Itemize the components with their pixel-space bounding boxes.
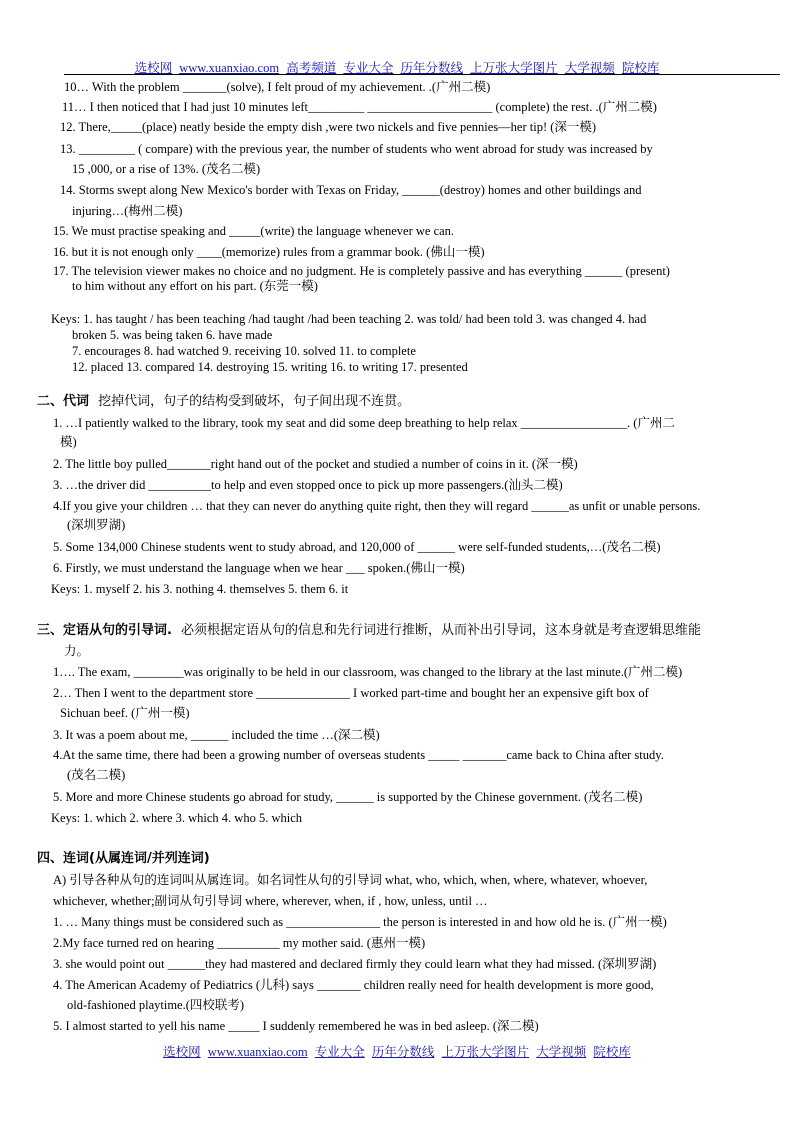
- question-line: Sichuan beef. (广州一模): [60, 706, 190, 720]
- answer-keys: Keys: 1. which 2. where 3. which 4. who 5. which: [51, 811, 302, 825]
- header-link-schools[interactable]: 院校库: [621, 61, 660, 75]
- footer-link-xuanxiao[interactable]: 选校网: [163, 1045, 201, 1059]
- question-line: 2… Then I went to the department store _______________ I worked part-time and bought her an expensive gift box of: [53, 686, 649, 700]
- question-line: 15 ,000, or a rise of 13%. (茂名二模): [72, 162, 261, 176]
- section-heading: [37, 623, 701, 639]
- question-line: 5. Some 134,000 Chinese students went to study abroad, and 120,000 of ______ were self-funded students,…(茂名二模): [53, 540, 661, 554]
- footer-link-photos[interactable]: 上万张大学图片: [441, 1045, 530, 1059]
- question-line: 11… I then noticed that I had just 10 minutes left_________ ____________________ (complete) the rest. .(广州二模): [62, 100, 657, 114]
- question-line: 4.At the same time, there had been a growing number of overseas students _____ _______came back to China after study.: [53, 748, 664, 762]
- footer-link-scores[interactable]: 历年分数线: [371, 1045, 435, 1059]
- question-line: 17. The television viewer makes no choice and no judgment. He is completely passive and has everything ______ (present): [53, 264, 670, 278]
- question-line: 3. It was a poem about me, ______ included the time …(深二模): [53, 728, 380, 742]
- body-text: whichever, whether;副词从句引导词 where, wherever, when, if , how, unless, until …: [53, 894, 488, 908]
- section-title: 三、定语从句的引导词.: [37, 623, 172, 638]
- question-line: 1. … Many things must be considered such as _______________ the person is interested in and how old he is. (广州一模): [53, 915, 667, 929]
- question-line: to him without any effort on his part. (东莞一模): [72, 279, 318, 293]
- header-link-majors[interactable]: 专业大全: [343, 61, 394, 75]
- question-line: 1…. The exam, ________was originally to be held in our classroom, was changed to the library at the last minute.(广州二模): [53, 665, 683, 679]
- answer-keys: Keys: 1. myself 2. his 3. nothing 4. themselves 5. them 6. it: [51, 582, 349, 596]
- section-description: 必须根据定语从句的信息和先行词进行推断，从而补出引导词，这本身就是考查逻辑思维能: [181, 623, 702, 638]
- question-line: old-fashioned playtime.(四校联考): [67, 998, 245, 1012]
- header-link-photos[interactable]: 上万张大学图片: [470, 61, 558, 75]
- body-text: A) 引导各种从句的连词叫从属连词。如名词性从句的引导词 what, who, which, when, where, whatever, whoever,: [53, 873, 648, 887]
- question-line: 6. Firstly, we must understand the language when we hear ___ spoken.(佛山一模): [53, 561, 465, 575]
- page-footer: [0, 1042, 794, 1060]
- question-line: 4.If you give your children … that they can never do anything quite right, then they will regard ______as unfit or unable persons.: [53, 499, 701, 513]
- question-line: (茂名二模): [67, 768, 126, 782]
- question-line: (深圳罗湖): [67, 518, 126, 532]
- question-line: 5. More and more Chinese students go abroad for study, ______ is supported by the Chinese government. (茂名二模): [53, 790, 643, 804]
- answer-keys: broken 5. was being taken 6. have made: [72, 328, 273, 342]
- answer-keys: 7. encourages 8. had watched 9. receiving 10. solved 11. to complete: [72, 344, 416, 358]
- question-line: 2. The little boy pulled_______right hand out of the pocket and studied a number of coins in it. (深一模): [53, 457, 578, 471]
- question-line: 3. …the driver did __________to help and even stopped once to pick up more passengers.(汕头二模): [53, 478, 563, 492]
- header-link-scores[interactable]: 历年分数线: [400, 61, 463, 75]
- question-line: 13. _________ ( compare) with the previous year, the number of students who went abroad for study was increased by: [60, 142, 653, 156]
- question-line: 2.My face turned red on hearing __________ my mother said. (惠州一模): [53, 936, 426, 950]
- question-line: injuring…(梅州二模): [72, 204, 183, 218]
- footer-link-website[interactable]: www.xuanxiao.com: [207, 1045, 308, 1059]
- question-line: 3. she would point out ______they had mastered and declared firmly they could learn what they had missed. (深圳罗湖): [53, 957, 657, 971]
- question-line: 模): [60, 435, 77, 449]
- section-title: 二、代词: [37, 394, 90, 409]
- header-link-videos[interactable]: 大学视频: [564, 61, 615, 75]
- question-line: 4. The American Academy of Pediatrics (儿科) says _______ children really need for health development is more good,: [53, 978, 654, 992]
- question-line: 16. but it is not enough only ____(memorize) rules from a grammar book. (佛山一模): [53, 245, 485, 259]
- question-line: 12. There,_____(place) neatly beside the empty dish ,were two nickels and five pennies—her tip! (深一模): [60, 120, 597, 134]
- question-line: 15. We must practise speaking and _____(write) the language whenever we can.: [53, 224, 455, 238]
- question-line: 1. …I patiently walked to the library, took my seat and did some deep breathing to help relax _________________. (广州二: [53, 416, 675, 430]
- header-divider: [64, 74, 780, 75]
- question-line: 14. Storms swept along New Mexico's border with Texas on Friday, ______(destroy) homes and other buildings and: [60, 183, 642, 197]
- section-description-cont: 力。: [64, 643, 90, 658]
- section-title: 四、连词(从属连词/并列连词): [37, 851, 210, 866]
- header-link-gaokao[interactable]: 高考频道: [286, 61, 337, 75]
- section-description: 挖掉代词，句子的结构受到破坏，句子间出现不连贯。: [98, 394, 411, 409]
- footer-link-videos[interactable]: 大学视频: [536, 1045, 587, 1059]
- footer-link-schools[interactable]: 院校库: [593, 1045, 631, 1059]
- header-link-xuanxiao[interactable]: 选校网: [134, 61, 173, 75]
- question-line: 5. I almost started to yell his name _____ I suddenly remembered he was in bed asleep. (深二模): [53, 1019, 539, 1033]
- answer-keys: 12. placed 13. compared 14. destroying 15. writing 16. to writing 17. presented: [72, 360, 468, 374]
- question-line: 10… With the problem _______(solve), I felt proud of my achievement. .(广州二模): [64, 80, 491, 94]
- section-heading: [37, 394, 410, 410]
- header-link-website[interactable]: www.xuanxiao.com: [179, 61, 280, 75]
- footer-link-majors[interactable]: 专业大全: [314, 1045, 365, 1059]
- answer-keys: Keys: 1. has taught / has been teaching /had taught /had been teaching 2. was told/ had been told 3. was changed 4. had: [51, 312, 647, 326]
